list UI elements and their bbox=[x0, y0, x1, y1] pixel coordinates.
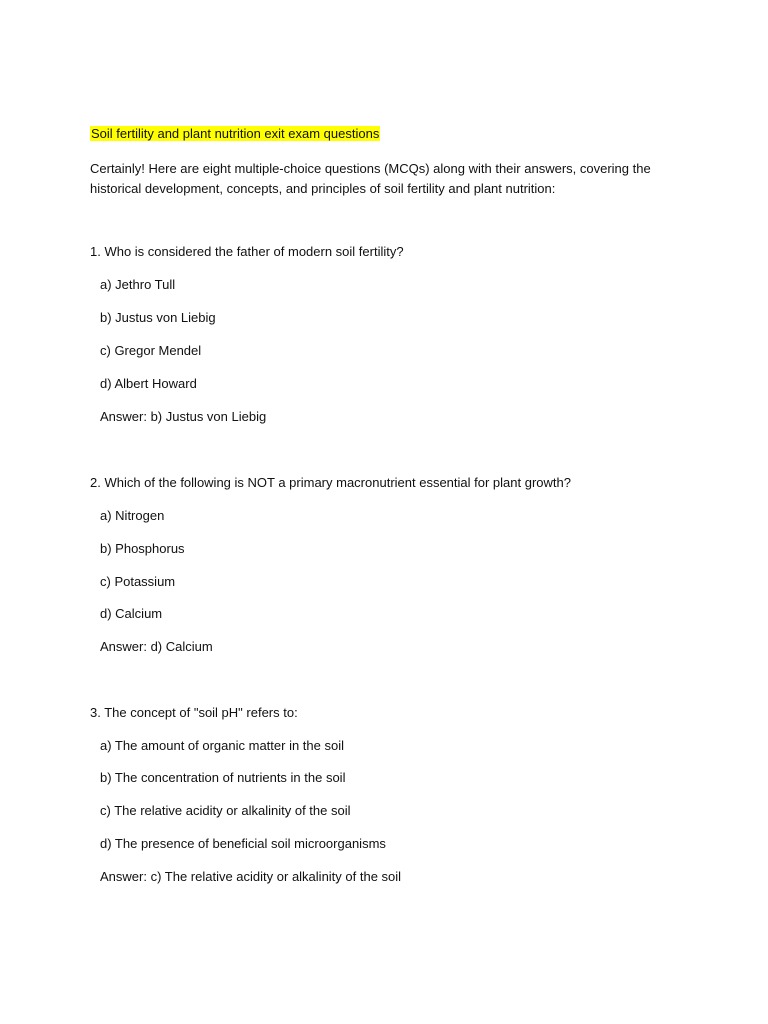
intro-paragraph: Certainly! Here are eight multiple-choice questions (MCQs) along with their answers, covering the historical development, concepts, and principles of soil fertility and plant nutrition: bbox=[90, 161, 651, 196]
question-2: 2. Which of the following is NOT a primary macronutrient essential for plant growth? bbox=[90, 475, 571, 490]
question-2-answer: Answer: d) Calcium bbox=[100, 639, 213, 654]
document-title: Soil fertility and plant nutrition exit exam questions bbox=[91, 126, 380, 141]
question-3-option-a: a) The amount of organic matter in the soil bbox=[100, 738, 344, 753]
question-2-option-a: a) Nitrogen bbox=[100, 508, 165, 523]
question-1-option-d: d) Albert Howard bbox=[100, 376, 197, 391]
question-1-option-a: a) Jethro Tull bbox=[100, 277, 176, 292]
question-2-option-d: d) Calcium bbox=[100, 606, 163, 621]
question-3-option-b: b) The concentration of nutrients in the soil bbox=[100, 770, 346, 785]
question-3: 3. The concept of "soil pH" refers to: bbox=[90, 705, 298, 720]
question-3-answer: Answer: c) The relative acidity or alkalinity of the soil bbox=[100, 869, 402, 884]
document-title-line bbox=[90, 126, 380, 142]
question-2-option-c: c) Potassium bbox=[100, 574, 176, 589]
question-3-option-d: d) The presence of beneficial soil microorganisms bbox=[100, 836, 386, 851]
question-2-option-b: b) Phosphorus bbox=[100, 541, 185, 556]
question-1-option-b: b) Justus von Liebig bbox=[100, 310, 216, 325]
question-1-answer: Answer: b) Justus von Liebig bbox=[100, 409, 267, 424]
question-1-option-c: c) Gregor Mendel bbox=[100, 343, 202, 358]
question-1: 1. Who is considered the father of modern soil fertility? bbox=[90, 244, 404, 259]
question-3-option-c: c) The relative acidity or alkalinity of the soil bbox=[100, 803, 351, 818]
